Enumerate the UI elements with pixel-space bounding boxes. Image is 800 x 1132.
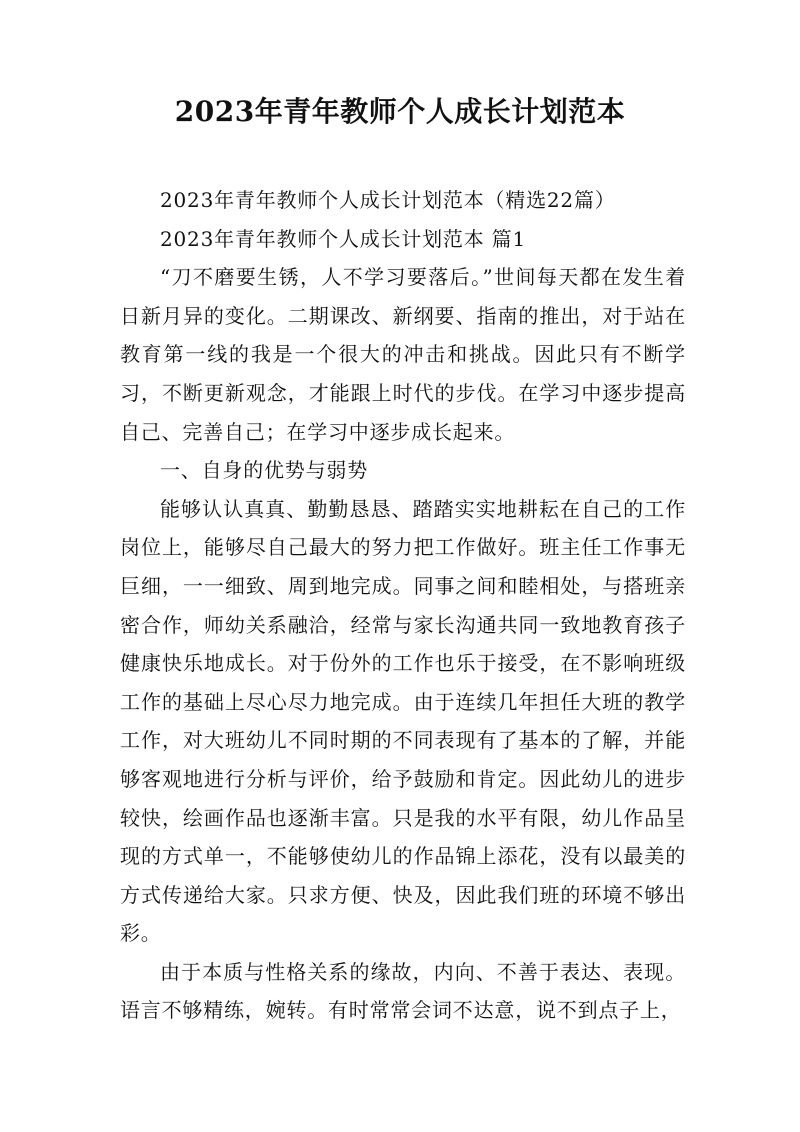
document-title: 2023年青年教师个人成长计划范本 bbox=[174, 95, 626, 128]
paragraph-heading-strengths: 一、自身的优势与弱势 bbox=[160, 458, 368, 483]
document-body bbox=[120, 181, 686, 1030]
paragraph-subtitle: 2023年青年教师个人成长计划范本（精选22篇） bbox=[160, 188, 616, 212]
paragraph-strengths: 能够认认真真、勤勤恳恳、踏踏实实地耕耘在自己的工作岗位上，能够尽自己最大的努力把工作做好。班主任工作事无巨细，一一细致、周到地完成。同事之间和睦相处，与搭班亲密合作，师幼关系融洽，经常与家长沟通共同一致地教育孩子健康快乐地成长。对于份外的工作也乐于接受，在不影响班级工作的基础上尽心尽力地完成。由于连续几年担任大班的教学工作，对大班幼儿不同时期的不同表现有了基本的了解，并能够客观地进行分析与评价，给予鼓励和肯定。因此幼儿的进步较快，绘画作品也逐渐丰富。只是我的水平有限，幼儿作品呈现的方式单一，不能够使幼儿的作品锦上添花，没有以最美的方式传递给大家。只求方便、快及，因此我们班的环境不够出彩。 bbox=[120, 496, 686, 946]
paragraph-weaknesses: 由于本质与性格关系的缘故，内向、不善于表达、表现。语言不够精练，婉转。有时常常会词不达意，说不到点子上， bbox=[120, 959, 686, 1023]
paragraph-section-heading: 2023年青年教师个人成长计划范本 篇1 bbox=[160, 226, 526, 251]
paragraph-intro: “刀不磨要生锈，人不学习要落后。”世间每天都在发生着日新月异的变化。二期课改、新纲要、指南的推出，对于站在教育第一线的我是一个很大的冲击和挑战。因此只有不断学习，不断更新观念，才能跟上时代的步伐。在学习中逐步提高自己、完善自己；在学习中逐步成长起来。 bbox=[120, 265, 686, 444]
